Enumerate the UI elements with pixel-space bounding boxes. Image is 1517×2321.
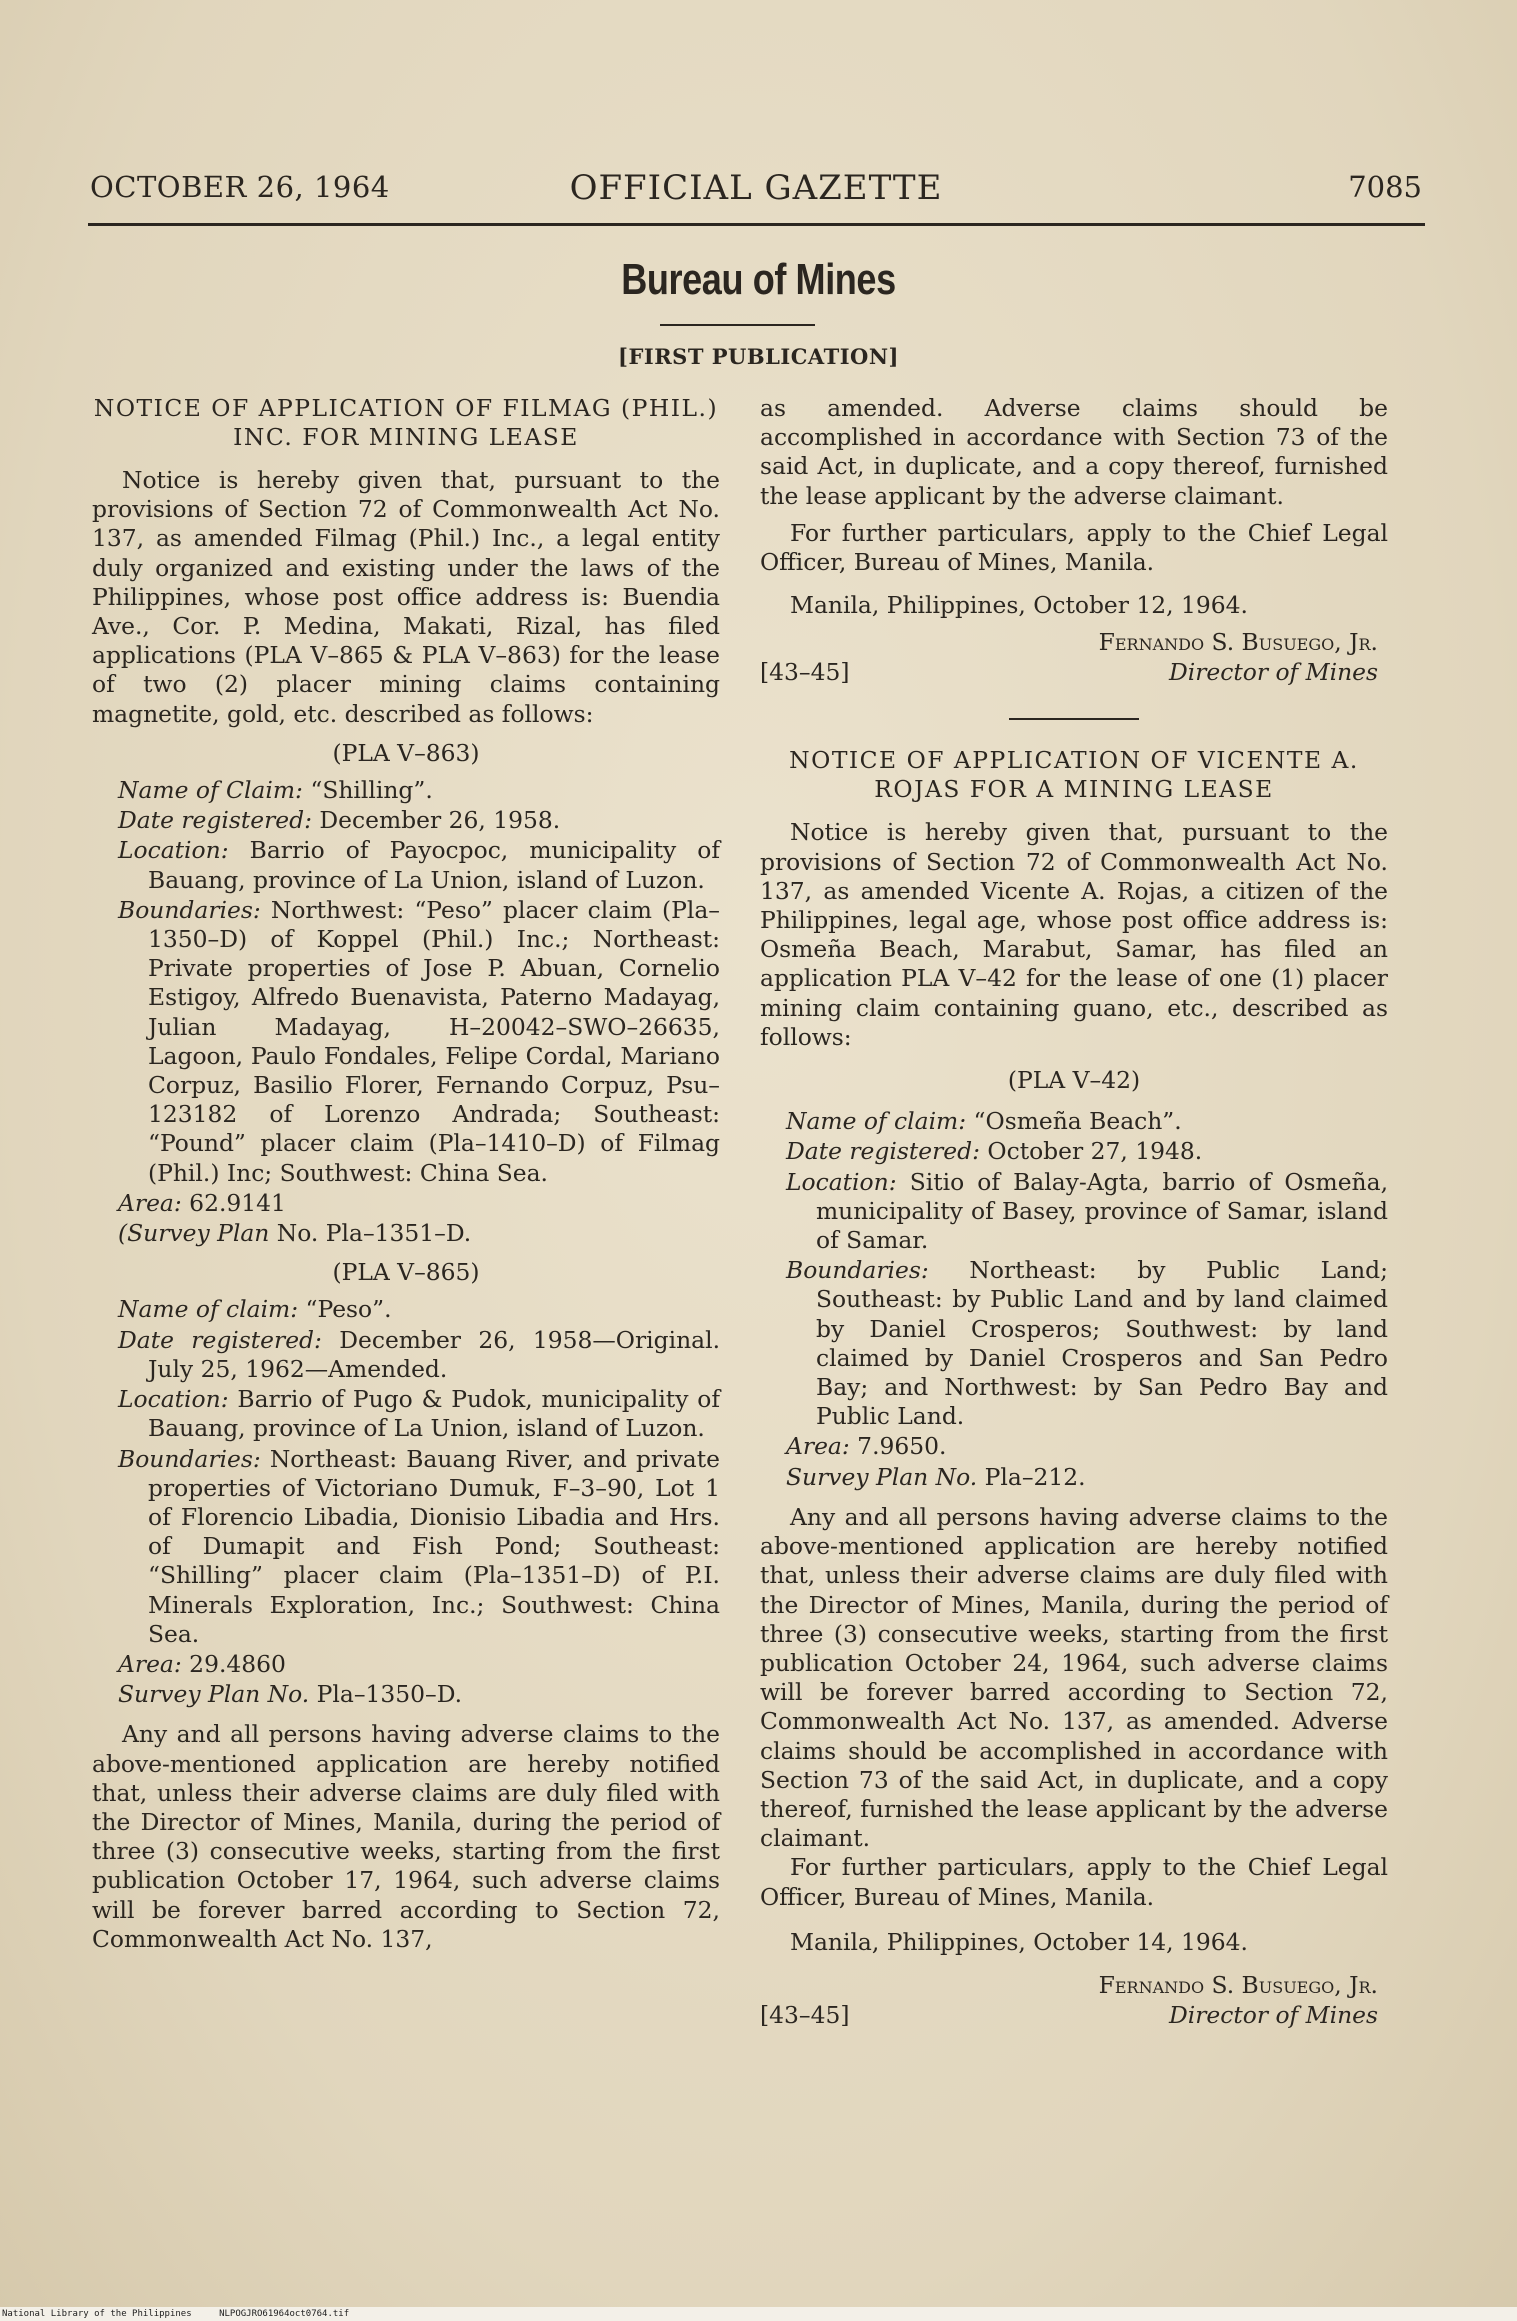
claim1-boundaries: Boundaries: Northwest: “Peso” placer claim (Pla–1350–D) of Koppel (Phil.) Inc.; Northeast: Private properties of Jose P. Abuan, Cornelio Estigoy, Alfredo Buenavista, Paterno Madayag, Julian Madayag, H–20042–SWO–26635, Lagoon, Paulo Fondales, Felipe Cordal, Mariano Corpuz, Basilio Florer, Fernando Corpuz, Psu–123182 of Lorenzo Andrada; Southeast: “Pound” placer claim (Pla–1410–D) of Filmag (Phil.) Inc; Southwest: China Sea.	[118, 895, 720, 1187]
notice2-signer-title: Director of Mines	[1169, 2000, 1378, 2029]
notice2-signer: Fernando S. Busuego, Jr.	[1098, 1970, 1378, 1999]
notice2-adverse-claims: Any and all persons having adverse claims to the above-mentioned application are hereby notified that, unless their adverse claims are duly filed with the Director of Mines, Manila, during the period of three (3) consecutive weeks, starting from the first publication October 24, 1964, such adverse claims will be forever barred according to Section 72, Commonwealth Act No. 137, as amended. Adverse claims should be accomplished in accordance with Section 73 of the said Act, in duplicate, and a copy thereof, furnished the lease applicant by the adverse claimant.	[760, 1502, 1388, 1853]
header-date: OCTOBER 26, 1964	[90, 170, 390, 204]
notice2-particulars: For further particulars, apply to the Chief Legal Officer, Bureau of Mines, Manila.	[760, 1853, 1388, 1911]
claim1-area: Area: 62.9141	[118, 1188, 286, 1217]
notice1-particulars: For further particulars, apply to the Chief Legal Officer, Bureau of Mines, Manila.	[760, 518, 1388, 577]
notice2-claim-survey-plan: Survey Plan No. Pla–212.	[786, 1462, 1086, 1491]
notice2-intro: Notice is hereby given that, pursuant to the provisions of Section 72 of Commonwealth Act No. 137, as amended Vicente A. Rojas, a citizen of the Philippines, legal age, whose post office address is: Osmeña Beach, Marabut, Samar, has filed an application PLA V–42 for the lease of one (1) placer mining claim containing guano, etc., described as follows:	[760, 818, 1388, 1051]
claim1-name: Name of Claim: “Shilling”.	[118, 776, 433, 805]
header-page-number: 7085	[1348, 170, 1422, 204]
notice1-intro: Notice is hereby given that, pursuant to the provisions of Section 72 of Commonwealth Act No. 137, as amended Filmag (Phil.) Inc., a legal entity duly organized and existing under the laws of the Philippines, whose post office address is: Buendia Ave., Cor. P. Medina, Makati, Rizal, has filed applications (PLA V–865 & PLA V–863) for the lease of two (2) placer mining claims containing magnetite, gold, etc. described as follows:	[92, 466, 720, 728]
notice2-entries	[760, 1107, 1388, 1492]
notice2-signature	[760, 1971, 1388, 2035]
notice1-signer-title: Director of Mines	[1169, 658, 1378, 687]
header-publication: OFFICIAL GAZETTE	[569, 168, 943, 208]
notice2-claim-area: Area: 7.9650.	[786, 1432, 947, 1461]
notice2-claim-heading: (PLA V–42)	[1007, 1066, 1141, 1095]
notice1-adverse-claims: Any and all persons having adverse claims to the above-mentioned application are hereby notified that, unless their adverse claims are duly filed with the Director of Mines, Manila, during the period of three (3) consecutive weeks, starting from the first publication October 17, 1964, such adverse claims will be forever barred according to Section 72, Commonwealth Act No. 137,	[92, 1720, 720, 1953]
footer-library: National Library of the Philippines	[2, 2309, 192, 2319]
left-column	[92, 394, 720, 1954]
notice2-claim-location: Location: Sitio of Balay-Agta, barrio of Osmeña, municipality of Basey, province of Samar, island of Samar.	[786, 1167, 1388, 1255]
claim1-date: Date registered: December 26, 1958.	[118, 806, 561, 835]
notice2-claim-boundaries: Boundaries: Northeast: by Public Land; Southeast: by Public Land and by land claimed by Daniel Crosperos; Southwest: by land claimed by Daniel Crosperos and San Pedro Bay; and Northwest: by San Pedro Bay and Public Land.	[786, 1256, 1388, 1431]
spacer	[760, 1493, 1388, 1503]
title-rule	[660, 324, 815, 326]
scan-footer	[0, 2307, 1517, 2321]
publication-label: [FIRST PUBLICATION]	[618, 344, 899, 369]
page-header	[90, 170, 1422, 216]
notice2-claim-date: Date registered: October 27, 1948.	[786, 1137, 1203, 1166]
notice1-adverse-continued: as amended. Adverse claims should be accomplished in accordance with Section 73 of the said Act, in duplicate, and a copy thereof, furnished the lease applicant by the adverse claimant.	[760, 394, 1388, 510]
notice2-claim-name: Name of claim: “Osmeña Beach”.	[786, 1107, 1182, 1136]
header-rule	[88, 223, 1425, 226]
notice2-dateline: Manila, Philippines, October 14, 1964.	[790, 1927, 1248, 1956]
spacer	[92, 1710, 720, 1720]
claim1-entries	[92, 776, 720, 1248]
claim1-survey-plan: (Survey Plan No. Pla–1351–D.	[118, 1219, 472, 1248]
notice1-issue: [43–45]	[760, 658, 850, 687]
claim2-area: Area: 29.4860	[118, 1649, 286, 1678]
footer-filename: NLPOGJRO61964oct0764.tif	[219, 2309, 350, 2319]
notice2-title: NOTICE OF APPLICATION OF VICENTE A. ROJAS FOR A MINING LEASE	[789, 746, 1359, 804]
notice1-dateline: Manila, Philippines, October 12, 1964.	[790, 591, 1248, 620]
claim2-survey-plan: Survey Plan No. Pla–1350–D.	[118, 1680, 463, 1709]
claim2-date: Date registered: December 26, 1958—Original. July 25, 1962—Amended.	[118, 1325, 721, 1383]
claim2-name: Name of claim: “Peso”.	[118, 1295, 392, 1324]
section-title: Bureau of Mines	[621, 255, 896, 304]
claim2-boundaries: Boundaries: Northeast: Bauang River, and private properties of Victoriano Dumuk, F–3–90, Lot 1 of Florencio Libadia, Dionisio Libadia and Hrs. of Dumapit and Fish Pond; Southeast: “Shilling” placer claim (Pla–1351–D) of P.I. Minerals Exploration, Inc.; Southwest: China Sea.	[118, 1444, 720, 1648]
right-column	[760, 394, 1388, 2035]
notice1-title: NOTICE OF APPLICATION OF FILMAG (PHIL.) INC. FOR MINING LEASE	[93, 394, 719, 451]
notice2-issue: [43–45]	[760, 2000, 850, 2029]
notice1-signer: Fernando S. Busuego, Jr.	[1098, 628, 1378, 657]
claim1-location: Location: Barrio of Payocpoc, municipality of Bauang, province of La Union, island of Luzon.	[118, 836, 720, 894]
notice1-signature	[760, 628, 1388, 692]
claim2-location: Location: Barrio of Pugo & Pudok, municipality of Bauang, province of La Union, island of Luzon.	[118, 1385, 720, 1443]
claim2-entries	[92, 1295, 720, 1709]
notice-divider	[1009, 718, 1139, 720]
claim1-heading: (PLA V–863)	[332, 738, 480, 767]
claim2-heading: (PLA V–865)	[332, 1258, 480, 1287]
